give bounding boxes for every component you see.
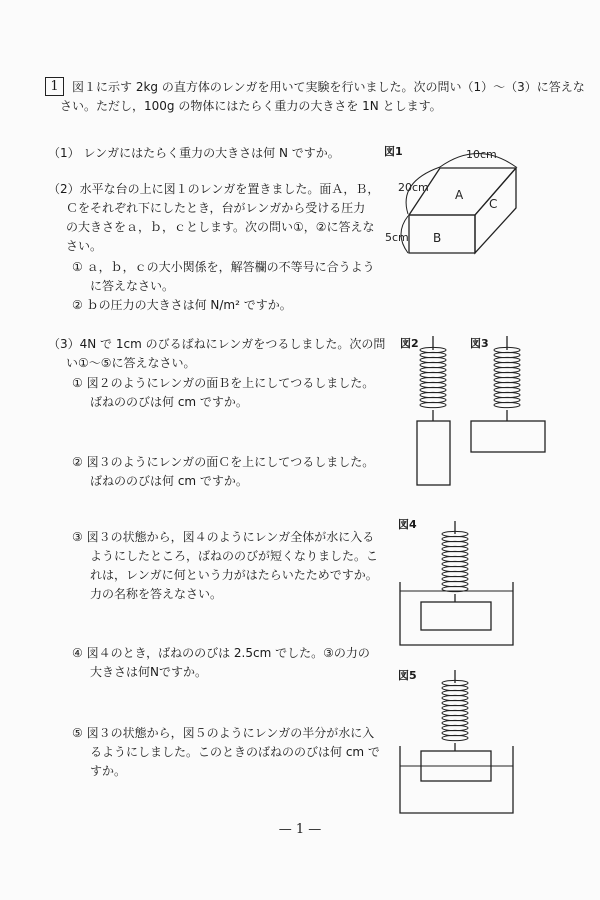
figure-1-label: 図1 [384, 145, 403, 158]
figure-2-label: 図2 [400, 337, 419, 350]
question-3-5-line-1: ⑤ 図３の状態から，図５のようにレンガの半分が水に入 [72, 726, 375, 740]
question-2-1-line-2: に答えなさい。 [90, 279, 175, 293]
question-3-1-line-1: ① 図２のようにレンガの面Ｂを上にしてつるしました。 [72, 376, 375, 390]
figure-5-label: 図5 [398, 669, 417, 682]
dim-label-height: 5cm [385, 231, 409, 244]
brick-face-b [409, 215, 475, 253]
question-3-line-2: い①～⑤に答えなさい。 [66, 356, 196, 370]
question-3-2-line-1: ② 図３のようにレンガの面Ｃを上にしてつるしました。 [72, 455, 375, 469]
figure-4-brick [421, 602, 491, 630]
question-2-line-4: さい。 [66, 239, 103, 253]
question-2-line-2: Ｃをそれぞれ下にしたとき，台がレンガから受ける圧力 [66, 201, 366, 215]
question-1: （1） レンガにはたらく重力の大きさは何 N ですか。 [48, 146, 340, 160]
figure-4 [400, 521, 513, 645]
question-2-line-3: の大きさをａ，ｂ，ｃとします。次の問い①，②に答えな [66, 220, 375, 234]
question-number-box: 1 [45, 77, 64, 96]
figure-4-label: 図4 [398, 518, 417, 531]
question-3-5-line-3: すか。 [90, 764, 127, 778]
figure-5-container [400, 746, 513, 813]
figure-3-label: 図3 [470, 337, 489, 350]
face-label-c: C [489, 197, 498, 211]
figure-5-spring [442, 680, 468, 740]
figure-3-brick [471, 421, 545, 452]
figure-2-spring [420, 347, 446, 407]
figure-4-spring [442, 531, 468, 591]
intro-line-1: 図１に示す 2kg の直方体のレンガを用いて実験を行いました。次の問い（1）～（3）に答えな [72, 80, 585, 94]
question-2-1-line-1: ① ａ，ｂ，ｃの大小関係を，解答欄の不等号に合うよう [72, 260, 375, 274]
question-3-2-line-2: ばねののびは何 cm ですか。 [90, 474, 248, 488]
question-3-3-line-1: ③ 図３の状態から，図４のようにレンガ全体が水に入る [72, 530, 375, 544]
question-3-3-line-2: ようにしたところ，ばねののびが短くなりました。こ [90, 549, 379, 563]
face-label-b: B [433, 231, 442, 245]
dim-label-top: 10cm [466, 148, 497, 161]
question-3-4-line-2: 大きさは何Nですか。 [90, 665, 207, 679]
question-3-1-line-2: ばねののびは何 cm ですか。 [90, 395, 248, 409]
figure-5 [400, 670, 513, 813]
question-2-line-1: （2）水平な台の上に図１のレンガを置きました。面Ａ，Ｂ， [48, 182, 380, 196]
figure-3 [471, 336, 545, 452]
question-3-4-line-1: ④ 図４のとき，ばねののびは 2.5cm でした。③の力の [72, 646, 370, 660]
question-3-5-line-2: るようにしました。このときのばねののびは何 cm で [90, 745, 380, 759]
figure-1-brick [401, 154, 516, 254]
figure-2-brick [417, 421, 450, 485]
intro-line-2: さい。ただし，100g の物体にはたらく重力の大きさを 1N とします。 [60, 99, 442, 113]
question-3-3-line-4: 力の名称を答えなさい。 [90, 587, 223, 601]
figure-2 [417, 336, 450, 485]
question-2-2: ② ｂの圧力の大きさは何 N/m² ですか。 [72, 298, 292, 312]
figure-3-spring [494, 347, 520, 407]
question-3-line-1: （3）4N で 1cm のびるばねにレンガをつるしました。次の問 [48, 337, 386, 351]
question-3-3-line-3: れは，レンガに何という力がはたらいたためですか。 [90, 568, 378, 582]
dim-label-left: 20cm [398, 181, 429, 194]
page-number: — 1 — [278, 822, 322, 837]
face-label-a: A [455, 188, 464, 202]
